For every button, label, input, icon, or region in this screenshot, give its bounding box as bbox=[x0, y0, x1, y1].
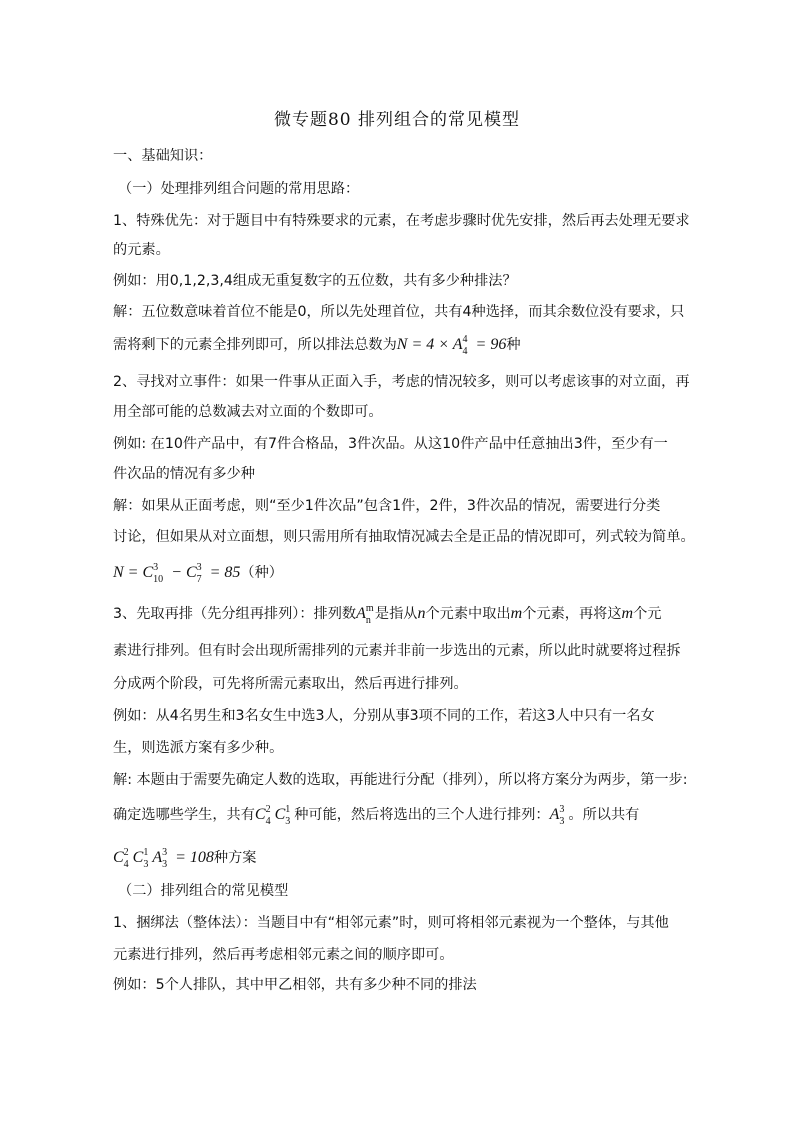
solution-formula-line: 确定选哪些学生，共有C 2 4 C 1 3 种可能，然后将选出的三个人进行排列：A 3 3 。所以共有 bbox=[113, 804, 640, 827]
solution: 讨论，但如果从对立面想，则只需用所有抽取情况减去全是正品的情况即可，列式较为简单。 bbox=[113, 529, 695, 545]
paragraph: 分成两个阶段，可先将所需元素取出，然后再进行排列。 bbox=[113, 676, 468, 692]
subsection-heading: （一）处理排列组合问题的常用思路： bbox=[118, 181, 360, 197]
example: 例如: 在10件产品中，有7件合格品，3件次品。从这10件产品中任意抽出3件，至少有一 bbox=[113, 436, 668, 452]
solution: 解: 本题由于需要先确定人数的选取，再能进行分配（排列），所以将方案分为两步，第一步: bbox=[113, 772, 688, 788]
paragraph: 的元素。 bbox=[113, 242, 170, 258]
paragraph: 元素进行排列，然后再考虑相邻元素之间的顺序即可。 bbox=[113, 947, 454, 963]
formula: N = 4 × A 4 4 = 96 bbox=[396, 334, 507, 357]
page-title: 微专题80 排列组合的常见模型 bbox=[273, 110, 521, 130]
solution-formula-line: 需将剩下的元素全排列即可，所以排法总数为N = 4 × A 4 4 = 96种 bbox=[113, 334, 521, 357]
paragraph: 1、特殊优先：对于题目中有特殊要求的元素，在考虑步骤时优先安排，然后再去处理无要求 bbox=[113, 213, 690, 229]
solution: 解：如果从正面考虑，则“至少1件次品”包含1件，2件，3件次品的情况，需要进行分类 bbox=[113, 498, 661, 514]
subsection-heading: （二）排列组合的常见模型 bbox=[118, 883, 289, 899]
paragraph-with-math: 3、先取再排（先分组再排列）：排列数A m n 是指从n个元素中取出m个元素，再将这m个元 bbox=[113, 603, 662, 626]
example: 件次品的情况有多少种 bbox=[113, 466, 255, 482]
formula: C 2 4 C 1 3 bbox=[254, 804, 291, 827]
paragraph: 素进行排列。但有时会出现所需排列的元素并非前一步选出的元素，所以此时就要将过程拆 bbox=[113, 643, 681, 659]
section-heading: 一、基础知识： bbox=[113, 148, 213, 164]
solution-formula-line: C 2 4 C 1 3 A 3 3 = 108种方案 bbox=[113, 847, 257, 870]
formula: C 2 4 C 1 3 A 3 3 = 108 bbox=[113, 847, 214, 870]
example: 例如：5个人排队，其中甲乙相邻，共有多少种不同的排法 bbox=[113, 977, 477, 993]
formula: A m n bbox=[356, 603, 374, 626]
solution-formula-line: N = C 3 10 − C 3 7 = 85（种） bbox=[113, 562, 283, 585]
formula: N = C 3 10 − C 3 7 = 85 bbox=[113, 562, 241, 585]
example: 例如：从4名男生和3名女生中选3人，分别从事3项不同的工作，若这3人中只有一名女 bbox=[113, 708, 655, 724]
solution: 解：五位数意味着首位不能是0，所以先处理首位，共有4种选择，而其余数位没有要求，只 bbox=[113, 304, 685, 320]
paragraph: 2、寻找对立事件：如果一件事从正面入手，考虑的情况较多，则可以考虑该事的对立面，再 bbox=[113, 374, 690, 390]
paragraph: 1、捆绑法（整体法）：当题目中有“相邻元素”时，则可将相邻元素视为一个整体，与其他 bbox=[113, 915, 669, 931]
example: 生，则选派方案有多少种。 bbox=[113, 740, 284, 756]
example: 例如：用0,1,2,3,4组成无重复数字的五位数，共有多少种排法？ bbox=[113, 273, 517, 289]
paragraph: 用全部可能的总数减去对立面的个数即可。 bbox=[113, 404, 383, 420]
formula: A 3 3 bbox=[549, 804, 565, 827]
